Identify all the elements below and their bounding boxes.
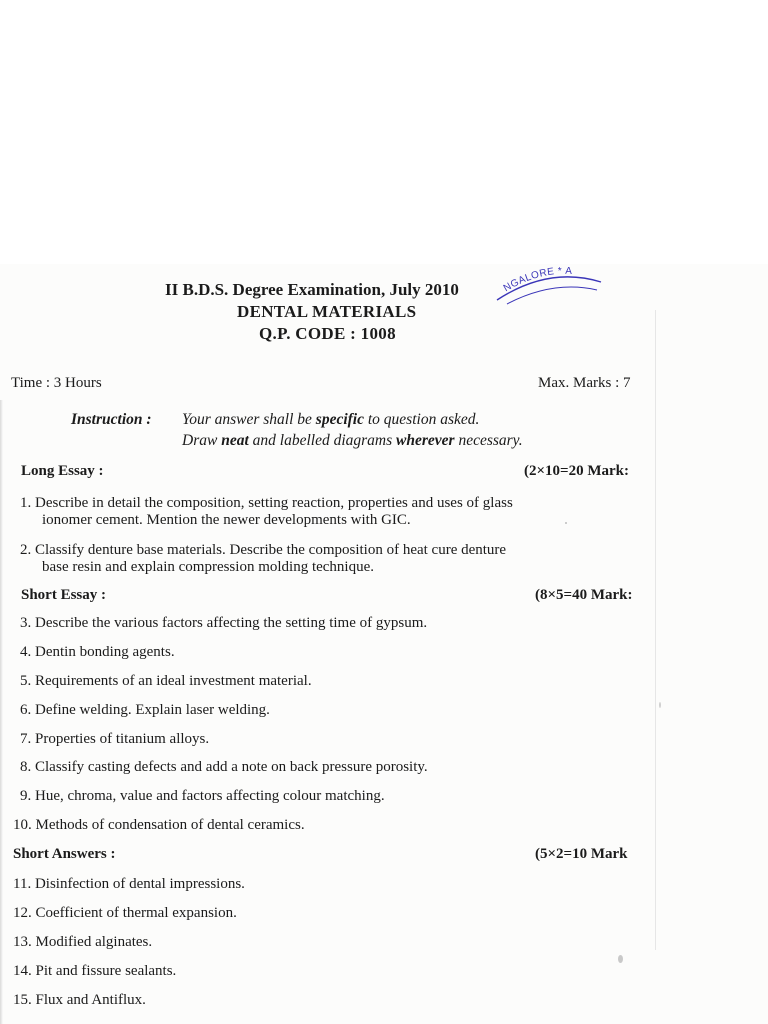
scan-speck xyxy=(565,522,567,524)
question-number: 7. xyxy=(20,731,32,747)
question-text: Classify denture base materials. Describe the composition of heat cure denture xyxy=(35,542,507,558)
question-number: 10. xyxy=(13,817,32,833)
section-short-essay-marks: (8×5=40 Mark: xyxy=(535,587,633,603)
question-3 xyxy=(20,615,427,632)
question-7 xyxy=(20,731,209,748)
exam-time: Time : 3 Hours xyxy=(11,375,102,391)
question-text: Describe the various factors affecting the setting time of gypsum. xyxy=(35,615,428,631)
scan-speck xyxy=(618,955,623,963)
svg-text:NGALORE * A xyxy=(502,266,573,294)
question-number: 3. xyxy=(20,615,32,631)
section-long-essay-label: Long Essay : xyxy=(21,463,104,479)
question-1 xyxy=(20,495,513,529)
instruction-text: Your answer shall be xyxy=(182,411,316,428)
question-5 xyxy=(20,673,312,690)
section-short-answers-marks: (5×2=10 Mark xyxy=(535,846,628,862)
section-short-essay-label: Short Essay : xyxy=(21,587,107,603)
max-marks: Max. Marks : 7 xyxy=(538,375,631,391)
instruction-line-1 xyxy=(182,411,479,429)
question-12 xyxy=(13,905,237,922)
instruction-line-2 xyxy=(182,432,523,450)
question-text: Requirements of an ideal investment material. xyxy=(35,673,312,689)
section-short-answers-label: Short Answers : xyxy=(13,846,116,862)
question-number: 13. xyxy=(13,934,32,950)
question-text: Pit and fissure sealants. xyxy=(35,963,177,979)
instruction-label-text: Instruction : xyxy=(71,411,152,428)
question-text: Dentin bonding agents. xyxy=(35,644,175,660)
question-9 xyxy=(20,788,385,805)
scan-speck xyxy=(659,702,661,708)
university-stamp-icon xyxy=(493,266,605,306)
question-number: 8. xyxy=(20,759,32,775)
instruction-label xyxy=(71,411,152,429)
question-text: Flux and Antiflux. xyxy=(35,992,146,1008)
instruction-text: to question asked. xyxy=(364,411,480,428)
instruction-emphasis: specific xyxy=(315,411,364,428)
question-text: Describe in detail the composition, setting reaction, properties and uses of glass xyxy=(35,495,513,511)
question-text: Coefficient of thermal expansion. xyxy=(35,905,237,921)
question-number: 9. xyxy=(20,788,32,804)
question-number: 15. xyxy=(13,992,32,1008)
instruction-emphasis: neat xyxy=(221,432,249,449)
question-number: 12. xyxy=(13,905,32,921)
instruction-text: and labelled diagrams xyxy=(248,432,397,449)
question-text: Properties of titanium alloys. xyxy=(35,731,210,747)
question-10 xyxy=(13,817,305,834)
question-text: Define welding. Explain laser welding. xyxy=(35,702,270,718)
exam-title: II B.D.S. Degree Examination, July 2010 xyxy=(165,280,459,299)
question-8 xyxy=(20,759,428,776)
subject-title: DENTAL MATERIALS xyxy=(237,302,417,321)
question-6 xyxy=(20,702,270,719)
stamp-text: NGALORE * A xyxy=(501,266,573,295)
qp-code: Q.P. CODE : 1008 xyxy=(259,324,396,343)
instruction-emphasis: wherever xyxy=(396,432,455,449)
instruction-text: necessary. xyxy=(454,432,523,449)
question-number: 1. xyxy=(20,495,32,511)
section-long-essay-marks: (2×10=20 Mark: xyxy=(524,463,629,479)
question-14 xyxy=(13,963,176,980)
question-4 xyxy=(20,644,175,661)
question-text-continued: base resin and explain compression molding technique. xyxy=(42,559,374,575)
question-text-continued: ionomer cement. Mention the newer developments with GIC. xyxy=(42,512,411,528)
question-text: Hue, chroma, value and factors affecting colour matching. xyxy=(35,788,385,804)
question-text: Methods of condensation of dental ceramics. xyxy=(35,817,305,833)
question-number: 2. xyxy=(20,542,32,558)
paper-fold-line xyxy=(655,310,656,950)
paper-left-edge xyxy=(0,400,3,1024)
question-number: 4. xyxy=(20,644,32,660)
question-13 xyxy=(13,934,152,951)
question-number: 5. xyxy=(20,673,32,689)
question-number: 11. xyxy=(13,876,32,892)
instruction-text: Draw xyxy=(182,432,222,449)
question-15 xyxy=(13,992,146,1009)
question-number: 14. xyxy=(13,963,32,979)
question-11 xyxy=(13,876,245,893)
question-text: Disinfection of dental impressions. xyxy=(34,876,245,892)
question-text: Modified alginates. xyxy=(35,934,153,950)
question-2 xyxy=(20,542,506,576)
question-number: 6. xyxy=(20,702,32,718)
question-text: Classify casting defects and add a note on back pressure porosity. xyxy=(35,759,428,775)
